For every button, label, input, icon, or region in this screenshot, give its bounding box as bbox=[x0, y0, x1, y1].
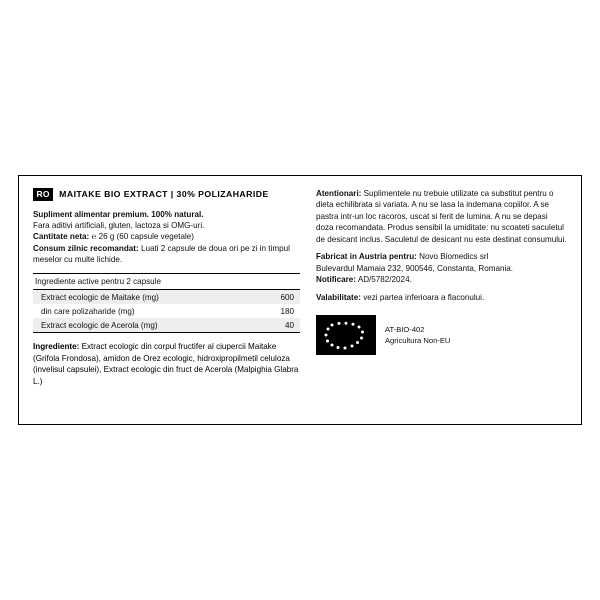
premium-claim-text: Supliment alimentar premium. 100% natural. bbox=[33, 209, 204, 219]
intro-block bbox=[33, 209, 300, 266]
net-quantity-label: Cantitate neta: bbox=[33, 232, 90, 242]
notification-label: Notificare: bbox=[315, 275, 356, 285]
organic-code: AT-BIO-402 bbox=[384, 325, 425, 335]
free-from-claim: Fara aditivi artificiali, gluten, lactoza si OMG-uri. bbox=[33, 220, 205, 230]
table-cell-name: Extract ecologic de Acerola (mg) bbox=[33, 318, 262, 333]
table-row bbox=[33, 289, 300, 304]
table-cell-name: Extract ecologic de Maitake (mg) bbox=[33, 289, 262, 304]
warnings-block bbox=[316, 188, 567, 245]
warnings-text: Suplimentele nu trebuie utilizate ca substitut pentru o dieta echilibrata si variata. A nu se lasa la indemana copiilor. A se pastra intr-un loc racoros, uscat si ferit de lumina. A nu se depasi doza recomandata. Produs sensibil la umiditate: nu scoateti saculetul de desicant inclus. Saculetul de desicant nu este destinat consumului. bbox=[315, 189, 567, 244]
table-cell-name: din care polizaharide (mg) bbox=[41, 306, 135, 316]
premium-claim bbox=[33, 209, 300, 220]
organic-certification-block bbox=[316, 315, 567, 355]
label-left-column bbox=[33, 188, 310, 414]
daily-dose-label: Consum zilnic recomandat: bbox=[33, 243, 139, 253]
validity-label: Valabilitate: bbox=[315, 292, 361, 302]
product-title: MAITAKE BIO EXTRACT | 30% POLIZAHARIDE bbox=[59, 189, 269, 200]
table-cell-value: 600 bbox=[262, 289, 300, 304]
table-header-label: Ingrediente active pentru 2 capsule bbox=[33, 273, 300, 289]
language-badge: RO bbox=[33, 188, 53, 201]
label-title-row bbox=[33, 188, 300, 201]
manufacturer-address: Bulevardul Mamaia 232, 900546, Constanta, Romania. bbox=[315, 263, 514, 273]
manufacturer-value: Novo Biomedics srl bbox=[419, 252, 489, 262]
organic-origin: Agricultura Non-EU bbox=[384, 336, 451, 346]
label-right-column bbox=[310, 188, 567, 414]
active-ingredients-table bbox=[33, 273, 300, 334]
notification-line bbox=[316, 274, 567, 285]
product-label-panel bbox=[18, 175, 582, 425]
table-header-row bbox=[33, 273, 300, 289]
daily-dose-value: Luati 2 capsule de doua ori pe zi in timpul meselor cu multe lichide. bbox=[33, 243, 290, 265]
organic-text-block bbox=[385, 324, 450, 346]
ingredients-block bbox=[33, 341, 300, 387]
manufacturer-line bbox=[316, 251, 567, 262]
eu-organic-leaf-icon bbox=[316, 315, 376, 355]
table-cell-value: 40 bbox=[262, 318, 300, 333]
table-row bbox=[33, 318, 300, 333]
notification-value: AD/5782/2024. bbox=[357, 275, 412, 285]
ingredients-label: Ingrediente: bbox=[33, 342, 80, 352]
manufacturer-label: Fabricat in Austria pentru: bbox=[315, 252, 417, 262]
net-quantity-row bbox=[33, 231, 300, 242]
ingredients-text: Extract ecologic din corpul fructifer al ciupercii Maitake (Grifola Frondosa), amidon de Orez ecologic, hidroxipropilmetil celuloza (invelisul capsulei), Extract ecologic din fruct de Acerola (Malpighia Glabra L.) bbox=[33, 342, 299, 386]
label-columns bbox=[19, 176, 581, 424]
table-cell-value: 180 bbox=[280, 306, 294, 316]
daily-dose-row bbox=[33, 243, 300, 266]
net-quantity-value: ℮ 26 g (60 capsule vegetale) bbox=[91, 232, 194, 242]
validity-block bbox=[316, 292, 567, 303]
warnings-label: Atentionari: bbox=[315, 189, 362, 198]
validity-value: vezi partea inferioara a flaconului. bbox=[363, 292, 485, 302]
table-row bbox=[33, 304, 300, 318]
manufacturer-block bbox=[316, 251, 567, 285]
